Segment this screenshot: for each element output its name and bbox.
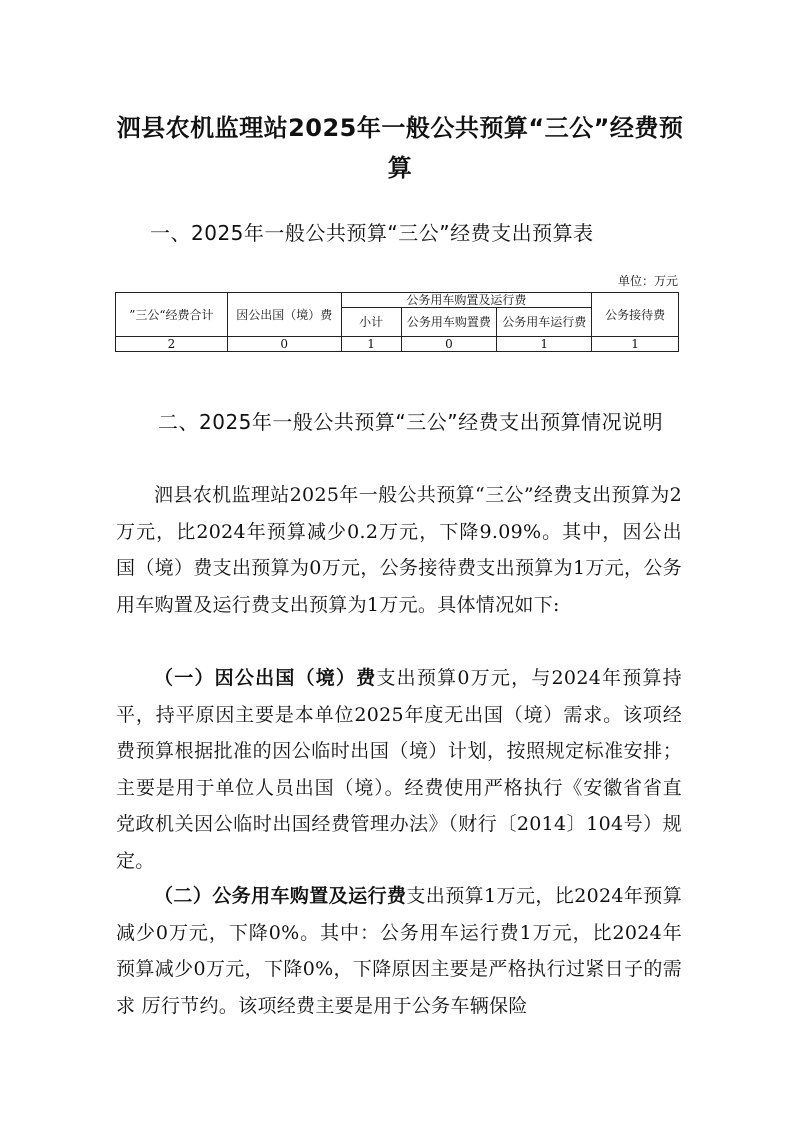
table-header-row <box>116 293 679 308</box>
cell-reception: 1 <box>592 337 679 352</box>
paragraph-overseas <box>116 660 682 879</box>
unit-label: 单位：万元 <box>617 274 678 288</box>
paragraph-vehicle-body: 支出预算1万元，比2024年预算减少0万元，下降0%。其中：公务用车运行费1万元，比2024年预算减少0万元，下降0%，下降原因主要是严格执行过紧日子的需求 厉行节约。该项经费主要是用于公务车辆保险 <box>116 885 682 1017</box>
section2-heading: 二、2025年一般公共预算“三公”经费支出预算情况说明 <box>158 410 664 434</box>
header-subtotal: 小计 <box>341 308 401 337</box>
cell-overseas: 0 <box>227 337 341 352</box>
section1-heading: 一、2025年一般公共预算“三公”经费支出预算表 <box>150 221 594 245</box>
cell-subtotal: 1 <box>341 337 401 352</box>
header-vehicle-operation: 公务用车运行费 <box>497 308 592 337</box>
paragraph-vehicle <box>116 878 682 1024</box>
document-title: 泗县农机监理站2025年一般公共预算“三公”经费预算 <box>116 114 684 182</box>
paragraph-vehicle-lead: （二）公务用车购置及运行费 <box>154 885 407 907</box>
cell-vehicle-operation: 1 <box>497 337 592 352</box>
paragraph-summary: 泗县农机监理站2025年一般公共预算“三公”经费支出预算为2万元，比2024年预算减少0.2万元，下降9.09%。其中，因公出国（境）费支出预算为0万元，公务接待费支出预算为1万元，公务用车购置及运行费支出预算为1万元。具体情况如下: <box>116 484 682 616</box>
header-total: ”三公“经费合计 <box>116 293 228 337</box>
budget-table <box>115 292 679 352</box>
header-vehicle-group: 公务用车购置及运行费 <box>341 293 592 308</box>
cell-total: 2 <box>116 337 228 352</box>
header-vehicle-purchase: 公务用车购置费 <box>401 308 497 337</box>
paragraph-overseas-body: 支出预算0万元，与2024年预算持平，持平原因主要是本单位2025年度无出国（境）需求。该项经费预算根据批准的因公临时出国（境）计划，按照规定标准安排；主要是用于单位人员出国（境）。经费使用严格执行《安徽省省直党政机关因公临时出国经费管理办法》（财行〔2014〕104号）规定。 <box>116 667 682 872</box>
table-row <box>116 337 679 352</box>
cell-vehicle-purchase: 0 <box>401 337 497 352</box>
paragraph-overseas-lead: （一）因公出国（境）费 <box>154 667 377 689</box>
header-overseas: 因公出国（境）费 <box>227 293 341 337</box>
header-reception: 公务接待费 <box>592 293 679 337</box>
